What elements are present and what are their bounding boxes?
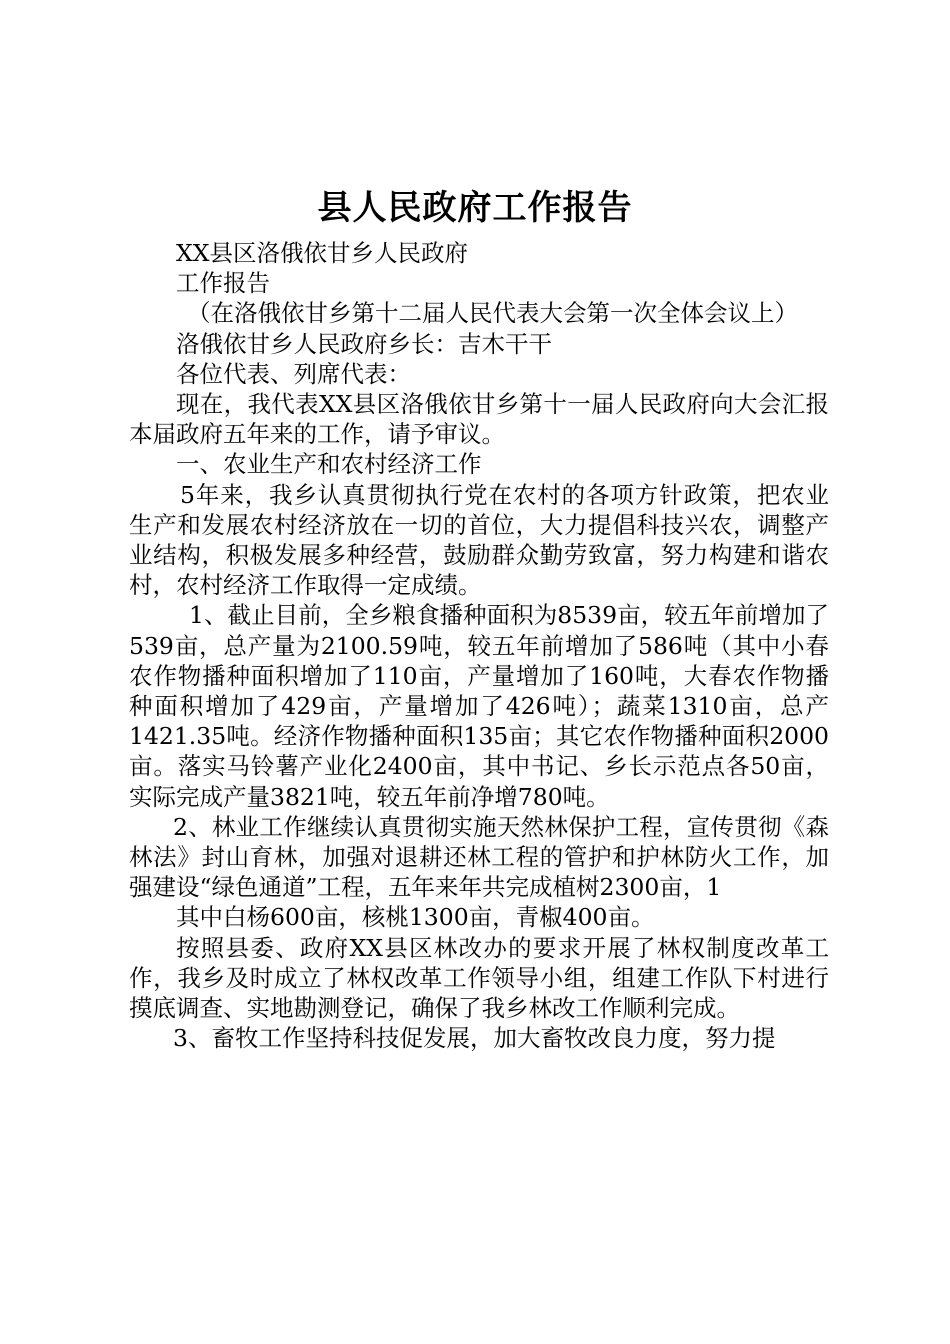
paragraph-report-label: 工作报告 <box>176 269 270 298</box>
paragraph-speaker: 洛俄依甘乡人民政府乡长：吉木干干 <box>176 329 552 358</box>
paragraph-forest-reform: 按照县委、政府XX县区林改办的要求开展了林权制度改革工作，我乡及时成立了林权改革工作领导小组，组建工作队下村进行摸底调查、实地勘测登记，确保了我乡林改工作顺利完成。 <box>129 933 829 1023</box>
document-body <box>129 238 829 1053</box>
paragraph-meeting-note: （在洛俄依甘乡第十二届人民代表大会第一次全体会议上） <box>187 299 798 328</box>
paragraph-salutation: 各位代表、列席代表： <box>176 359 411 388</box>
section-heading-agriculture: 一、农业生产和农村经济工作 <box>176 450 482 479</box>
paragraph-livestock: 3、畜牧工作坚持科技促发展，加大畜牧改良力度，努力提 <box>173 1024 776 1053</box>
paragraph-agriculture-summary: 5年来，我乡认真贯彻执行党在农村的各项方针政策，把农业生产和发展农村经济放在一切的首位，大力提倡科技兴农，调整产业结构，积极发展多种经营，鼓励群众勤劳致富，努力构建和谐农村，农村经济工作取得一定成绩。 <box>129 480 829 600</box>
paragraph-tree-breakdown: 其中白杨600亩，核桃1300亩，青椒400亩。 <box>176 903 655 932</box>
paragraph-grain-statistics: 1、截止目前，全乡粮食播种面积为8539亩，较五年前增加了539亩，总产量为2100.59吨，较五年前增加了586吨（其中小春农作物播种面积增加了110亩，产量增加了160吨，大春农作物播种面积增加了429亩，产量增加了426吨）；蔬菜1310亩，总产1421.35吨。经济作物播种面积135亩；其它农作物播种面积2000亩。落实马铃薯产业化2400亩，其中书记、乡长示范点各50亩，实际完成产量3821吨，较五年前净增780吨。 <box>129 601 829 811</box>
paragraph-issuer: XX县区洛俄依甘乡人民政府 <box>176 239 468 267</box>
document-title: 县人民政府工作报告 <box>317 188 633 228</box>
paragraph-forestry: 2、林业工作继续认真贯彻实施天然林保护工程，宣传贯彻《森林法》封山育林，加强对退耕还林工程的管护和护林防火工作，加强建设“绿色通道”工程，五年来年共完成植树2300亩，1 <box>129 812 829 902</box>
paragraph-intro: 现在，我代表XX县区洛俄依甘乡第十一届人民政府向大会汇报本届政府五年来的工作，请予审议。 <box>129 390 829 449</box>
